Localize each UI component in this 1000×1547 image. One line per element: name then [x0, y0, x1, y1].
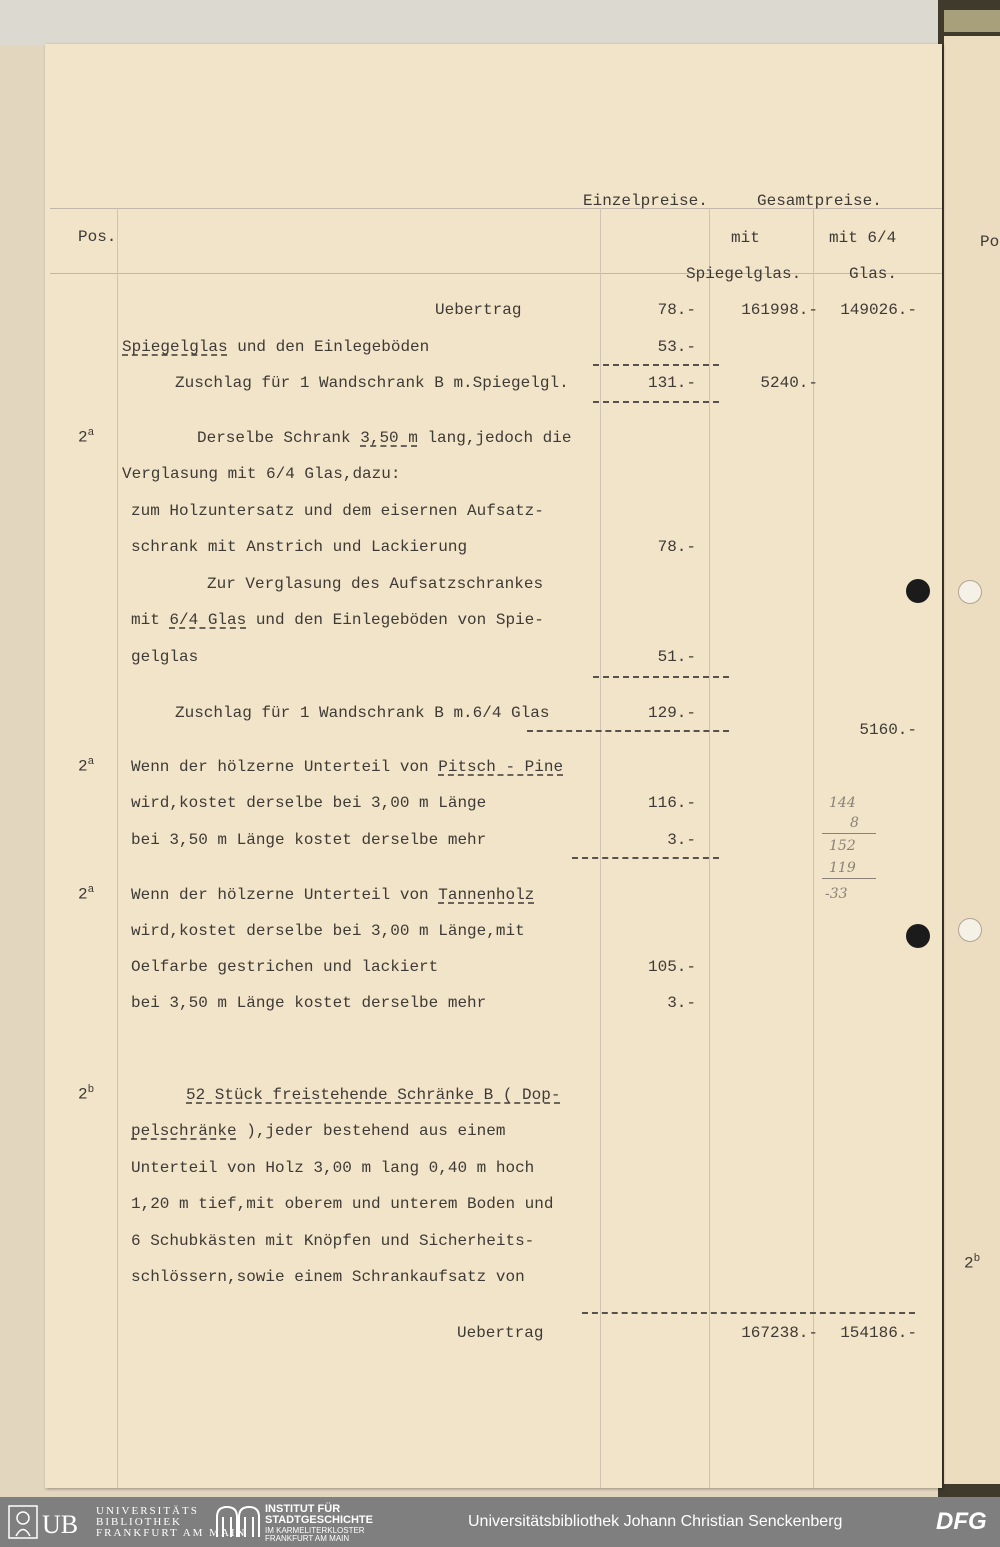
line-text: Oelfarbe gestrichen und lackiert	[131, 958, 439, 976]
line-text: mit 6/4 Glas und den Einlegeböden von Spie-	[131, 611, 544, 629]
line-text: Spiegelglas und den Einlegeböden	[122, 338, 430, 356]
line-text: wird,kostet derselbe bei 3,00 m Länge	[131, 794, 487, 812]
punch-hole-1	[906, 579, 930, 603]
line-text: Wenn der hölzerne Unterteil von Tannenholz	[131, 886, 535, 904]
dashed-separator	[582, 1312, 915, 1314]
dfg-logo: DFG	[936, 1508, 987, 1535]
dashed-separator	[593, 676, 729, 678]
amount-einzel: 129.-	[648, 704, 697, 722]
line-text: Zur Verglasung des Aufsatzschrankes	[207, 575, 544, 593]
position-number: 2$^b$	[78, 1084, 95, 1104]
line-text: Derselbe Schrank 3,50 m lang,jedoch die	[197, 429, 572, 447]
institute-subtitle: IM KARMELITERKLOSTER FRANKFURT AM MAIN	[265, 1526, 365, 1543]
amount-mit64: 5160.-	[859, 721, 917, 739]
line-text: 6 Schubkästen mit Knöpfen und Sicherheits-	[131, 1232, 535, 1250]
einzel-column-rule	[600, 208, 601, 1488]
line-text: schlössern,sowie einem Schrankaufsatz von	[131, 1268, 525, 1286]
line-text: bei 3,50 m Länge kostet derselbe mehr	[131, 994, 487, 1012]
line-text: 52 Stück freistehende Schränke B ( Dop-	[186, 1086, 561, 1104]
amount-einzel: 3.-	[667, 994, 696, 1012]
line-text: Verglasung mit 6/4 Glas,dazu:	[122, 465, 401, 483]
header-col2-bottom: Glas.	[849, 265, 898, 283]
header-col1-top: mit	[731, 229, 760, 247]
handwritten-note: -33	[825, 886, 848, 902]
institute-name: INSTITUT FÜR STADTGESCHICHTE	[265, 1503, 373, 1526]
punch-hole-2	[906, 924, 930, 948]
line-text: pelschränke ),jeder bestehend aus einem	[131, 1122, 506, 1140]
line-text: wird,kostet derselbe bei 3,00 m Länge,mit	[131, 922, 525, 940]
line-text: gelglas	[131, 648, 199, 666]
scanner-background	[0, 0, 1000, 46]
handwritten-rule	[822, 878, 876, 879]
amount-mit: 167238.-	[741, 1324, 818, 1342]
neighbor-punch-hole-2	[958, 918, 982, 942]
line-text: zum Holzuntersatz und dem eisernen Aufsatz-	[131, 502, 544, 520]
header-einzelpreise: Einzelpreise.	[583, 192, 708, 210]
svg-text:UB: UB	[42, 1510, 79, 1539]
amount-einzel: 131.-	[648, 374, 697, 392]
line-text: Zuschlag für 1 Wandschrank B m.Spiegelgl.	[175, 374, 569, 392]
dashed-separator	[527, 730, 729, 732]
amount-einzel: 116.-	[648, 794, 697, 812]
amount-einzel: 78.-	[657, 538, 696, 556]
dashed-separator	[572, 857, 719, 859]
header-pos: Pos.	[78, 228, 117, 246]
header-col1-bottom: Spiegelglas.	[686, 265, 802, 283]
document-page	[45, 44, 942, 1488]
handwritten-note: 8	[850, 815, 859, 831]
line-text: Zuschlag für 1 Wandschrank B m.6/4 Glas	[175, 704, 550, 722]
library-name: Universitätsbibliothek Johann Christian Senckenberg	[468, 1513, 843, 1530]
neighbor-pos-2b: 2$^b$	[964, 1253, 981, 1273]
amount-mit64: 149026.-	[840, 301, 917, 319]
ub-name: UNIVERSITÄTS BIBLIOTHEK FRANKFURT AM MAIN	[96, 1505, 247, 1539]
line-text: Uebertrag	[435, 301, 522, 319]
amount-mit: 5240.-	[760, 374, 818, 392]
line-text: Wenn der hölzerne Unterteil von Pitsch - Pine	[131, 758, 564, 776]
handwritten-note: 144	[829, 795, 856, 811]
table-header-bottom-rule	[50, 273, 942, 274]
header-col2-top: mit 6/4	[829, 229, 897, 247]
handwritten-rule	[822, 833, 876, 834]
footer-bar	[0, 1497, 1000, 1547]
handwritten-note: 119	[829, 860, 856, 876]
mit64-column-rule	[813, 208, 814, 1488]
line-text: schrank mit Anstrich und Lackierung	[131, 538, 468, 556]
line-text: bei 3,50 m Länge kostet derselbe mehr	[131, 831, 487, 849]
neighbor-punch-hole-1	[958, 580, 982, 604]
binder-strip	[944, 10, 1000, 32]
line-text: Uebertrag	[457, 1324, 544, 1342]
amount-einzel: 105.-	[648, 958, 697, 976]
pos-column-rule	[117, 208, 118, 1488]
amount-einzel: 3.-	[667, 831, 696, 849]
dashed-separator	[593, 364, 719, 366]
amount-einzel: 53.-	[657, 338, 696, 356]
position-number: 2$^a$	[78, 756, 95, 776]
handwritten-note: 152	[829, 838, 856, 854]
position-number: 2$^a$	[78, 427, 95, 447]
amount-einzel: 51.-	[657, 648, 696, 666]
amount-einzel: 78.-	[657, 301, 696, 319]
ub-logo-icon	[8, 1503, 96, 1541]
mit-column-rule	[709, 208, 710, 1488]
neighbor-page	[944, 36, 1000, 1484]
amount-mit: 161998.-	[741, 301, 818, 319]
line-text: Unterteil von Holz 3,00 m lang 0,40 m hoch	[131, 1159, 535, 1177]
institute-logo-icon	[215, 1505, 261, 1539]
neighbor-pos: Po	[980, 233, 1000, 251]
position-number: 2$^a$	[78, 884, 95, 904]
amount-mit64: 154186.-	[840, 1324, 917, 1342]
line-text: 1,20 m tief,mit oberem und unterem Boden und	[131, 1195, 554, 1213]
dashed-separator	[593, 401, 719, 403]
header-gesamtpreise: Gesamtpreise.	[757, 192, 882, 210]
